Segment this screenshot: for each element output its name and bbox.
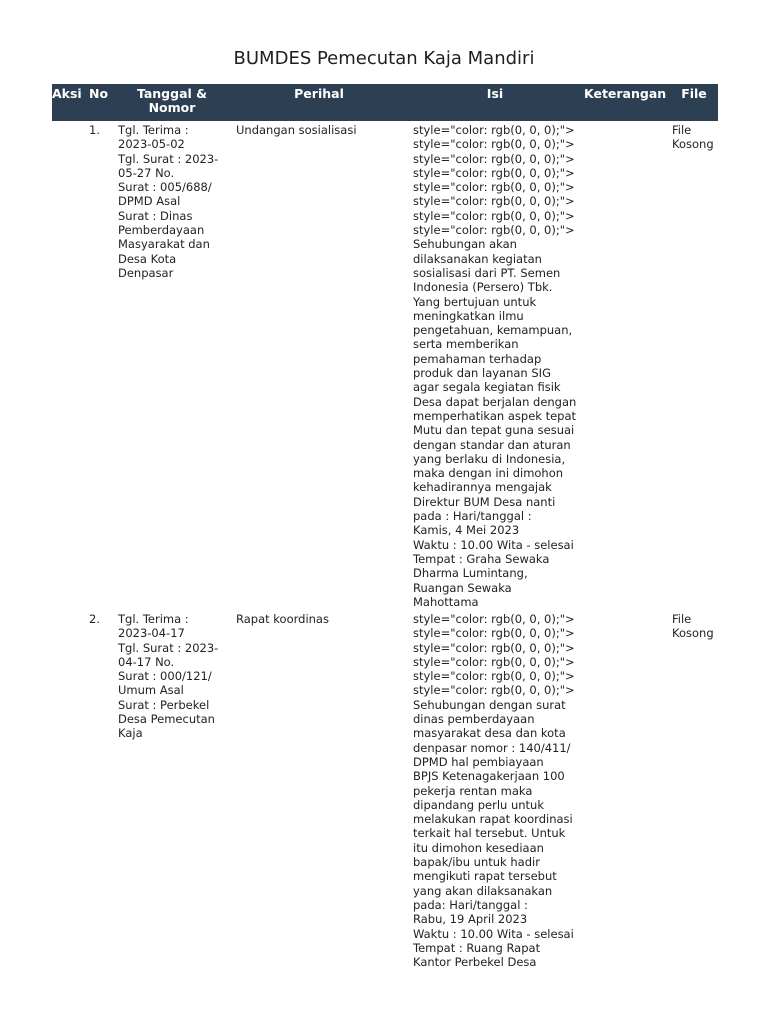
header-keterangan[interactable]: Keterangan xyxy=(584,86,667,101)
header-isi[interactable]: Isi xyxy=(486,86,504,101)
row-2-isi: style="color: rgb(0, 0, 0);"> style="color: rgb(0, 0, 0);"> style="color: rgb(0, 0, 0);"> style="color: rgb(0, 0, 0);"> style="color: rgb(0, 0, 0);"> style="color: rgb(0, 0, 0);"> Sehubungan dengan surat dinas pemberdayaan masyarakat desa dan kota denpasar nomor : 140/411/ DPMD hal pembiayaan BPJS Ketenagakerjaan 100 pekerja rentan maka dipandang perlu untuk melakukan rapat koordinasi terkait hal tersebut. Untuk itu dimohon kesediaan bapak/ibu untuk hadir mengikuti rapat tersebut yang akan dilaksanakan pada: Hari/tanggal : Rabu, 19 April 2023 Waktu : 10.00 Wita - selesai Tempat : Ruang Rapat Kantor Perbekel Desa xyxy=(413,612,575,970)
page-title: BUMDES Pemecutan Kaja Mandiri xyxy=(233,48,535,69)
header-aksi[interactable]: Aksi xyxy=(52,86,82,101)
header-tanggal-nomor[interactable]: Tanggal & Nomor xyxy=(136,86,208,115)
row-2-no: 2. xyxy=(89,612,100,626)
row-2-file[interactable]: File Kosong xyxy=(672,612,714,641)
row-1-tanggal-nomor: Tgl. Terima : 2023-05-02 Tgl. Surat : 2023- 05-27 No. Surat : 005/688/ DPMD Asal Surat : Dinas Pemberdayaan Masyarakat dan Desa Kota Denpasar xyxy=(118,123,219,280)
row-1-isi: style="color: rgb(0, 0, 0);"> style="color: rgb(0, 0, 0);"> style="color: rgb(0, 0, 0);"> style="color: rgb(0, 0, 0);"> style="color: rgb(0, 0, 0);"> style="color: rgb(0, 0, 0);"> style="color: rgb(0, 0, 0);"> style="color: rgb(0, 0, 0);"> Sehubungan akan dilaksanakan kegiatan sosialisasi dari PT. Semen Indonesia (Persero) Tbk. Yang bertujuan untuk meningkatkan ilmu pengetahuan, kemampuan, serta memberikan pemahaman terhadap produk dan layanan SIG agar segala kegiatan fisik Desa dapat berjalan dengan memperhatikan aspek tepat Mutu dan tepat guna sesuai dengan standar dan aturan yang berlaku di Indonesia, maka dengan ini dimohon kehadirannya mengajak Direktur BUM Desa nanti pada : Hari/tanggal : Kamis, 4 Mei 2023 Waktu : 10.00 Wita - selesai Tempat : Graha Sewaka Dharma Lumintang, Ruangan Sewaka Mahottama xyxy=(413,123,577,609)
row-2-tanggal-nomor: Tgl. Terima : 2023-04-17 Tgl. Surat : 2023- 04-17 No. Surat : 000/121/ Umum Asal Surat : Perbekel Desa Pemecutan Kaja xyxy=(118,612,219,741)
row-1-perihal: Undangan sosialisasi xyxy=(236,123,357,137)
row-1-file[interactable]: File Kosong xyxy=(672,123,714,152)
header-perihal[interactable]: Perihal xyxy=(294,86,344,101)
header-file[interactable]: File xyxy=(681,86,707,101)
table-header xyxy=(52,84,718,121)
row-1-no: 1. xyxy=(89,123,100,137)
header-no[interactable]: No xyxy=(89,86,109,101)
row-2-perihal: Rapat koordinas xyxy=(236,612,329,626)
